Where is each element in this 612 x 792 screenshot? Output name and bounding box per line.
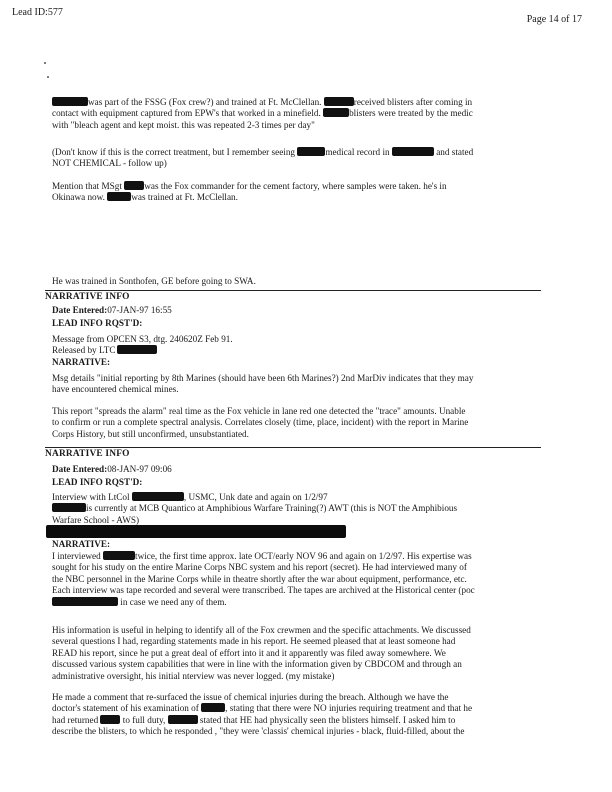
lead-info-rqstd-label: LEAD INFO RQST'D: bbox=[52, 477, 143, 487]
redaction bbox=[52, 503, 86, 512]
redaction bbox=[324, 97, 354, 106]
redaction bbox=[52, 597, 118, 606]
redaction bbox=[124, 181, 144, 190]
redaction bbox=[168, 715, 198, 724]
scan-speck bbox=[47, 76, 49, 78]
redaction bbox=[297, 147, 325, 156]
redaction bbox=[52, 97, 88, 106]
narrative-label: NARRATIVE: bbox=[52, 539, 111, 549]
narrative-text: This report "spreads the alarm" real time as the Fox vehicle in lane red one detected the "trace" amounts. Unable to confirm or run a complete spectral analysis. Correlates closely (time, place, incident) with the report in Marine Corps History, but still unconfirmed, unsubstantiated. bbox=[52, 406, 469, 439]
paragraph-correct-treatment: (Don't know if this is the correct treatment, but I remember seeing medical record in and stated NOT CHEMICAL - follow up) bbox=[52, 147, 474, 169]
date-entered: Date Entered:07-JAN-97 16:55 bbox=[52, 305, 172, 315]
redaction bbox=[100, 715, 120, 724]
section-title-narrative-info: NARRATIVE INFO bbox=[45, 449, 130, 459]
narrative-text: Msg details "initial reporting by 8th Marines (should have been 6th Marines?) 2nd MarDiv indicates that they may have encountered chemical mines. bbox=[52, 373, 474, 395]
interview-text: Interview with LtCol , USMC, Unk date and again on 1/2/97 is currently at MCB Quantico at Amphibious Warfare Training(?) AWT (this is NOT the Amphibious Warfare School - AWS) bbox=[52, 492, 458, 525]
date-entered: Date Entered:08-JAN-97 09:06 bbox=[52, 464, 172, 474]
lead-info-rqstd-label: LEAD INFO RQST'D: bbox=[52, 318, 143, 328]
redaction-bar bbox=[46, 525, 346, 538]
paragraph-fssg: was part of the FSSG (Fox crew?) and trained at Ft. McClellan. received blisters after coming in contact with equipment captured from EPW's that worked in a minefield. blisters were treated by the medic with "bleach agent and kept moist. this was repeated 2-3 times per day" bbox=[52, 97, 473, 130]
redaction bbox=[132, 492, 184, 501]
redaction bbox=[107, 192, 131, 201]
narrative-label: NARRATIVE: bbox=[52, 357, 111, 367]
redaction bbox=[392, 147, 434, 156]
narrative-text: His information is useful in helping to identify all of the Fox crewmen and the specific attachments. We discussed several questions I had, regarding statements made in his report. He seemed pleased that at least someone had READ his report, since he put a great deal of effort into it and it apparently was filed away somewhere. We discussed various system capabilities that were in line with the information given by CBDCOM and through an administrative oversight, his initial nterview was never logged. (my mistake) bbox=[52, 625, 471, 681]
section-title-narrative-info: NARRATIVE INFO bbox=[45, 292, 130, 302]
narrative-text: He made a comment that re-surfaced the issue of chemical injuries during the breach. Although we have the doctor's statement of his examination of , stating that there were NO injuries requiring treatment and that he had returned to full duty, stated that HE had physically seen the blisters himself. I asked him to describe the blisters, to which he responded , "they were 'classis' chemical injuries - black, fluid-filled, about the bbox=[52, 692, 473, 737]
lead-id: Lead ID:577 bbox=[12, 7, 63, 18]
paragraph-fox-commander: Mention that MSgt was the Fox commander for the cement factory, where samples were taken. he's in Okinawa now. was trained at Ft. McClellan. bbox=[52, 181, 447, 203]
message-line: Message from OPCEN S3, dtg. 240620Z Feb 91. bbox=[52, 334, 233, 344]
redaction bbox=[117, 345, 157, 354]
redaction bbox=[103, 551, 135, 560]
narrative-text: I interviewed twice, the first time approx. late OCT/early NOV 96 and again on 1/2/97. His expertise was sought for his study on the entire Marine Corps NBC system and his report (secret). He had interviewed many of the NBC personnel in the Marine Corps while in theatre shortly after the war about equipment, performance, etc. Each interview was tape recorded and several were transcribed. The tapes are archived at the Historical center (poc in case we need any of them. bbox=[52, 551, 475, 607]
scan-speck bbox=[44, 62, 46, 64]
paragraph-sonthofen: He was trained in Sonthofen, GE before going to SWA. bbox=[52, 276, 256, 286]
released-by: Released by LTC bbox=[52, 345, 157, 356]
redaction bbox=[201, 703, 225, 712]
page-number: Page 14 of 17 bbox=[526, 14, 582, 25]
redaction bbox=[323, 108, 349, 117]
